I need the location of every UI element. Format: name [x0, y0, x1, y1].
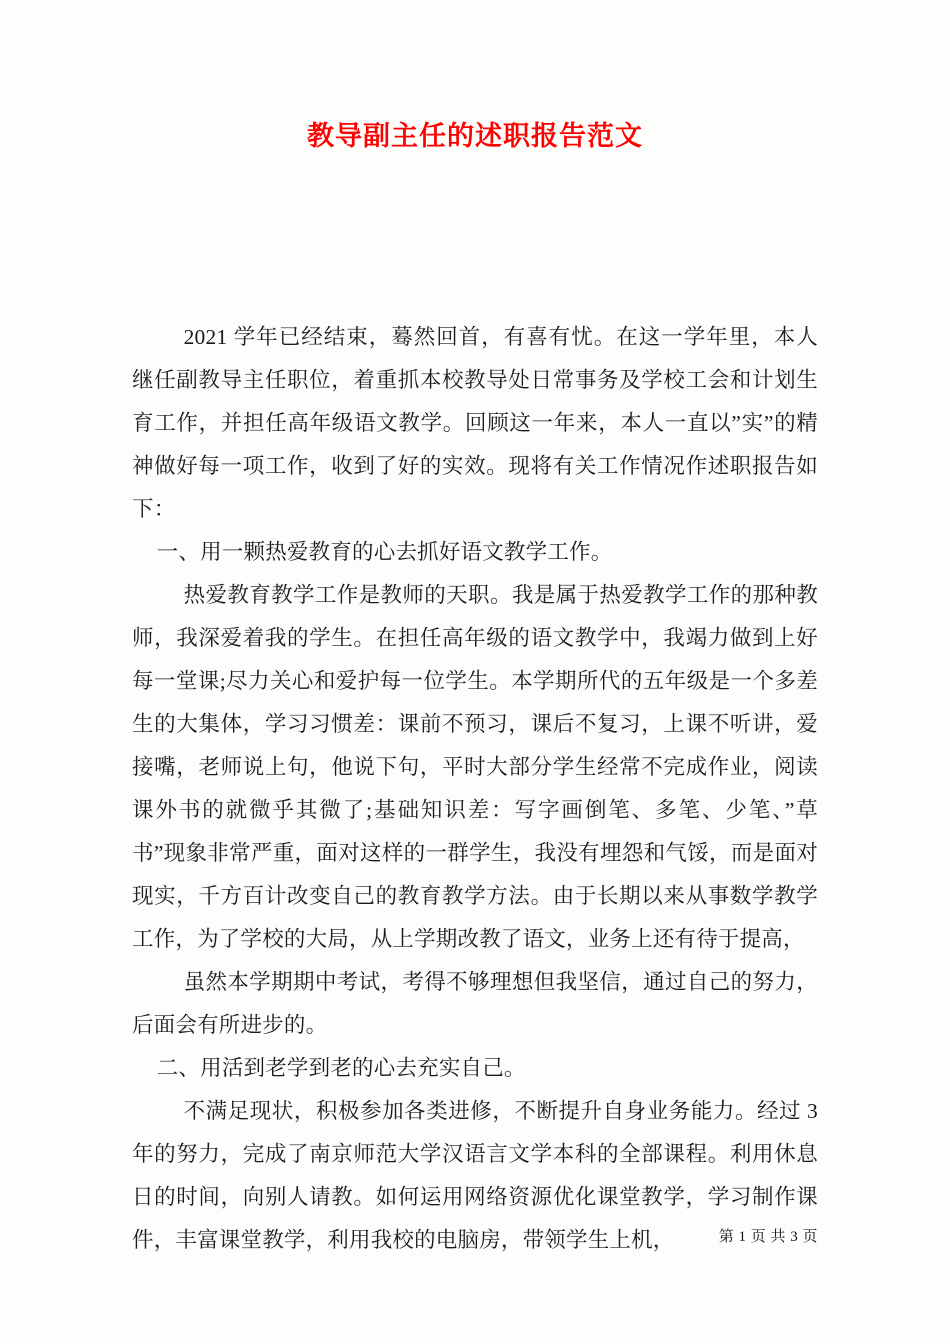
page-footer-pagination: 第 1 页 共 3 页: [718, 1229, 818, 1245]
page-title: 教导副主任的述职报告范文: [307, 121, 643, 151]
title-spacer: [132, 168, 818, 316]
document-body: [132, 316, 818, 1262]
paragraph-1: 2021 学年已经结束，蓦然回首，有喜有忧。在这一学年里，本人继任副教导主任职位，着重抓本校教导处日常事务及学校工会和计划生育工作，并担任高年级语文教学。回顾这一年来，本人一直以”实”的精神做好每一项工作，收到了好的实效。现将有关工作情况作述职报告如下：: [132, 324, 818, 521]
paragraph-2-heading-one: 一、用一颗热爱教育的心去抓好语文教学工作。: [156, 539, 613, 564]
paragraph-6: 不满足现状，积极参加各类进修，不断提升自身业务能力。经过 3 年的努力，完成了南京师范大学汉语言文学本科的全部课程。利用休息日的时间，向别人请教。如何运用网络资源优化课堂教学，学习制作课件，丰富课堂教学，利用我校的电脑房，带领学生上机，: [132, 1098, 818, 1252]
paragraph-5-heading-two: 二、用活到老学到老的心去充实自己。: [156, 1055, 526, 1080]
paragraph-4: 虽然本学期期中考试，考得不够理想但我坚信，通过自己的努力，后面会有所进步的。: [132, 969, 818, 1037]
paragraph-3: 热爱教育教学工作是教师的天职。我是属于热爱教学工作的那种教师，我深爱着我的学生。在担任高年级的语文教学中，我竭力做到上好每一堂课;尽力关心和爱护每一位学生。本学期所代的五年级是一个多差生的大集体，学习习惯差：课前不预习，课后不复习，上课不听讲，爱接嘴，老师说上句，他说下句，平时大部分学生经常不完成作业，阅读课外书的就微乎其微了;基础知识差：写字画倒笔、多笔、少笔、”草书”现象非常严重，面对这样的一群学生，我没有埋怨和气馁，而是面对现实，千方百计改变自己的教育教学方法。由于长期以来从事数学教学工作，为了学校的大局，从上学期改教了语文，业务上还有待于提高，: [132, 582, 818, 951]
